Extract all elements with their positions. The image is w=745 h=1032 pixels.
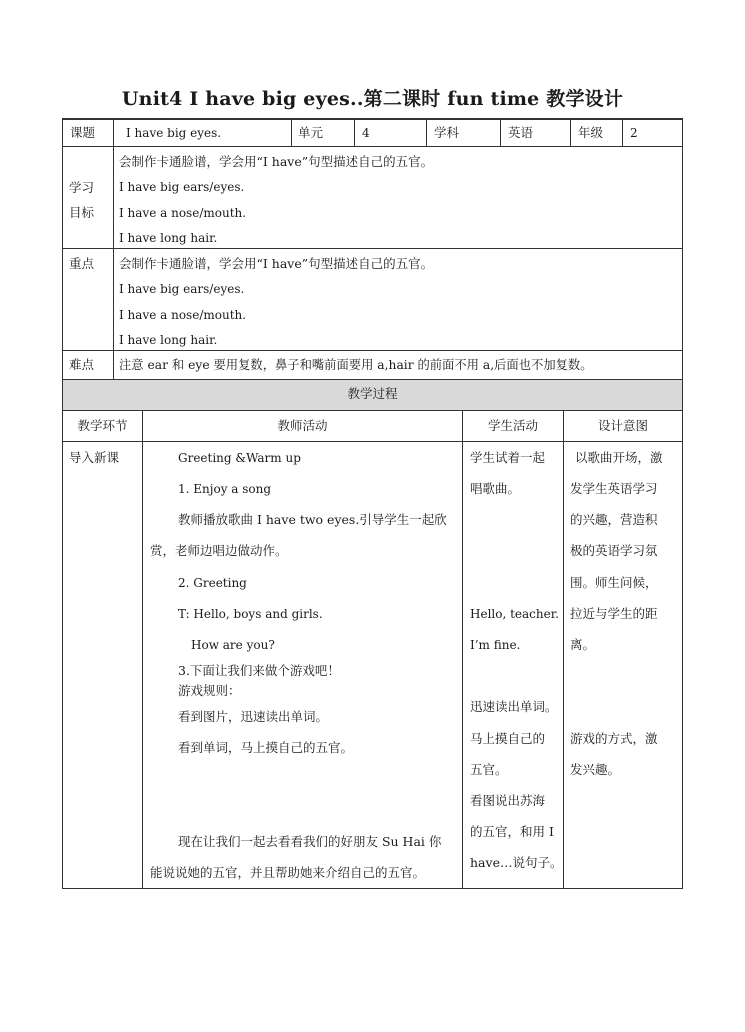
objective-line: I have long hair.: [119, 231, 218, 245]
student-line: 迅速读出单词。: [470, 699, 558, 714]
subject-label: 学科: [434, 125, 460, 140]
subject-value: 英语: [508, 125, 534, 140]
teacher-line: 2. Greeting: [178, 576, 247, 590]
unit-value: 4: [362, 126, 370, 140]
student-line: I’m fine.: [470, 638, 521, 652]
teacher-line: 教师播放歌曲 I have two eyes.引导学生一起欣: [178, 512, 447, 527]
student-line: 唱歌曲。: [470, 481, 521, 496]
student-line: 的五官，和用 I: [470, 824, 554, 839]
objective-line: I have big ears/eyes.: [119, 180, 245, 194]
unit-label: 单元: [298, 125, 324, 140]
key-point-line: I have big ears/eyes.: [119, 282, 245, 296]
key-point-line: I have a nose/mouth.: [119, 308, 247, 322]
key-point-line: I have long hair.: [119, 333, 218, 347]
key-points-label: 重点: [69, 256, 95, 271]
difficulty-text: 注意 ear 和 eye 要用复数，鼻子和嘴前面要用 a,hair 的前面不用 a,后面也不加复数。: [119, 358, 593, 372]
student-line: 学生试着一起: [470, 450, 546, 465]
student-line: have…说句子。: [470, 855, 563, 870]
key-point-line: 会制作卡通脸谱，学会用“I have”句型描述自己的五官。: [119, 256, 434, 271]
column-header-teacher: 教师活动: [277, 418, 328, 433]
grade-label: 年级: [578, 125, 604, 140]
teacher-line: 赏，老师边唱边做动作。: [150, 543, 288, 558]
teacher-line: 3.下面让我们来做个游戏吧！: [178, 663, 340, 678]
topic-label: 课题: [70, 125, 96, 140]
teacher-line: 游戏规则：: [178, 683, 241, 698]
teacher-line: 看到单词，马上摸自己的五官。: [178, 740, 354, 755]
intent-line: 发兴趣。: [570, 762, 621, 777]
intent-line: 极的英语学习氛: [570, 543, 658, 558]
page-title: Unit4 I have big eyes..第二课时 fun time 教学设计: [121, 88, 624, 110]
process-header: 教学过程: [347, 386, 398, 401]
objectives-label: 学习: [69, 180, 95, 195]
student-line: 看图说出苏海: [470, 793, 546, 808]
intent-line: 发学生英语学习: [570, 481, 658, 496]
difficulty-label: 难点: [69, 357, 95, 372]
topic-value: I have big eyes.: [126, 126, 222, 140]
teacher-line: Greeting &Warm up: [178, 451, 301, 465]
teacher-line: 现在让我们一起去看看我们的好朋友 Su Hai 你: [178, 834, 442, 849]
intent-line: 拉近与学生的距: [570, 606, 658, 621]
teacher-line: How are you?: [191, 638, 275, 652]
objectives-label: 目标: [69, 205, 95, 220]
teacher-line: 1. Enjoy a song: [178, 482, 272, 496]
intent-line: 以歌曲开场，激: [575, 450, 663, 465]
intent-line: 围。师生问候，: [570, 575, 658, 590]
teacher-line: T: Hello, boys and girls.: [178, 607, 323, 621]
objective-line: I have a nose/mouth.: [119, 206, 247, 220]
column-header-student: 学生活动: [487, 418, 538, 433]
intent-line: 离。: [570, 637, 596, 652]
column-header-stage: 教学环节: [77, 418, 128, 433]
stage-cell: 导入新课: [69, 450, 120, 465]
student-line: 马上摸自己的: [470, 731, 546, 746]
intent-line: 的兴趣，营造积: [570, 512, 658, 527]
column-header-intent: 设计意图: [597, 418, 648, 433]
student-line: Hello, teacher.: [470, 607, 559, 621]
student-line: 五官。: [470, 762, 508, 777]
objective-line: 会制作卡通脸谱，学会用“I have”句型描述自己的五官。: [119, 154, 434, 169]
teacher-line: 看到图片，迅速读出单词。: [178, 709, 329, 724]
intent-line: 游戏的方式，激: [570, 731, 658, 746]
grade-value: 2: [630, 126, 638, 140]
teacher-line: 能说说她的五官，并且帮助她来介绍自己的五官。: [150, 865, 426, 880]
